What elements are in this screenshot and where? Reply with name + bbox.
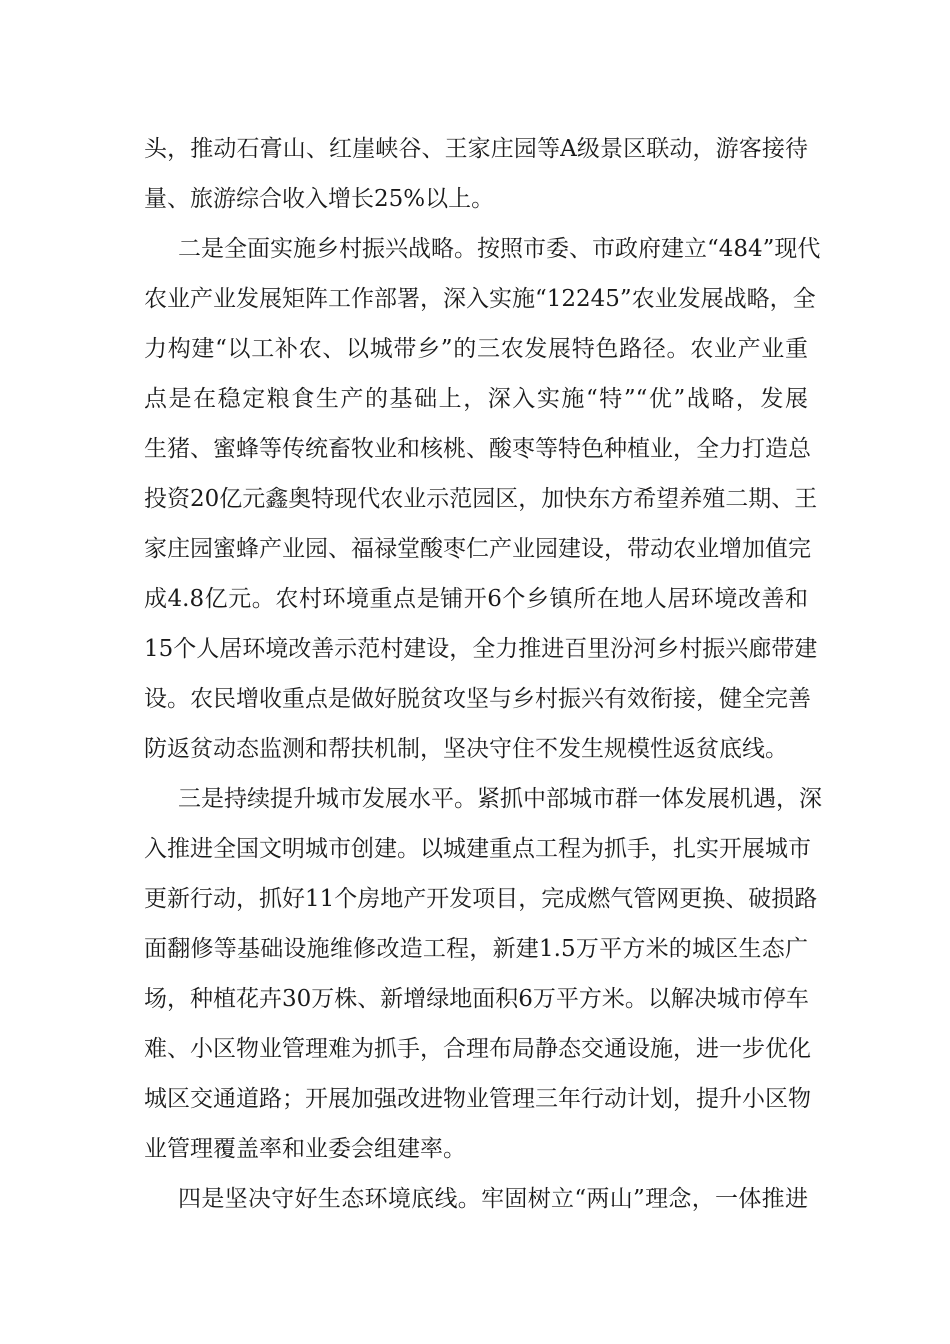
paragraph-2-line-11: 防返贫动态监测和帮扶机制，坚决守住不发生规模性返贫底线。 bbox=[144, 736, 788, 762]
paragraph-2-line-2: 农业产业发展矩阵工作部署，深入实施“12245”农业发展战略，全 bbox=[144, 286, 816, 312]
paragraph-3-line-3: 更新行动，抓好11个房地产开发项目，完成燃气管网更换、破损路 bbox=[144, 886, 818, 912]
paragraph-3-line-1: 三是持续提升城市发展水平。紧抓中部城市群一体发展机遇，深 bbox=[178, 786, 822, 812]
paragraph-2-line-5: 生猪、蜜蜂等传统畜牧业和核桃、酸枣等特色种植业，全力打造总 bbox=[144, 436, 811, 462]
paragraph-4-line-1: 四是坚决守好生态环境底线。牢固树立“两山”理念，一体推进 bbox=[178, 1186, 808, 1212]
paragraph-1-line-2: 量、旅游综合收入增长25%以上。 bbox=[144, 186, 495, 212]
paragraph-3-line-8: 业管理覆盖率和业委会组建率。 bbox=[144, 1136, 466, 1162]
paragraph-2-line-10: 设。农民增收重点是做好脱贫攻坚与乡村振兴有效衔接，健全完善 bbox=[144, 686, 811, 712]
paragraph-2-line-9: 15个人居环境改善示范村建设，全力推进百里汾河乡村振兴廊带建 bbox=[144, 636, 818, 662]
paragraph-3-line-6: 难、小区物业管理难为抓手，合理布局静态交通设施，进一步优化 bbox=[144, 1036, 811, 1062]
paragraph-3-line-4: 面翻修等基础设施维修改造工程，新建1.5万平方米的城区生态广 bbox=[144, 936, 808, 962]
paragraph-2-line-4: 点是在稳定粮食生产的基础上，深入实施“特”“优”战略，发展 bbox=[144, 386, 808, 412]
paragraph-1-line-1: 头，推动石膏山、红崖峡谷、王家庄园等A级景区联动，游客接待 bbox=[144, 136, 808, 162]
paragraph-2-line-7: 家庄园蜜蜂产业园、福禄堂酸枣仁产业园建设，带动农业增加值完 bbox=[144, 536, 811, 562]
paragraph-2-line-1: 二是全面实施乡村振兴战略。按照市委、市政府建立“484”现代 bbox=[178, 236, 821, 262]
paragraph-3-line-2: 入推进全国文明城市创建。以城建重点工程为抓手，扎实开展城市 bbox=[144, 836, 811, 862]
paragraph-2-line-3: 力构建“以工补农、以城带乡”的三农发展特色路径。农业产业重 bbox=[144, 336, 808, 362]
paragraph-3-line-7: 城区交通道路；开展加强改进物业管理三年行动计划，提升小区物 bbox=[144, 1086, 811, 1112]
paragraph-3-line-5: 场，种植花卉30万株、新增绿地面积6万平方米。以解决城市停车 bbox=[144, 986, 809, 1012]
paragraph-2-line-6: 投资20亿元鑫奥特现代农业示范园区，加快东方希望养殖二期、王 bbox=[144, 486, 818, 512]
paragraph-2-line-8: 成4.8亿元。农村环境重点是铺开6个乡镇所在地人居环境改善和 bbox=[144, 586, 808, 612]
